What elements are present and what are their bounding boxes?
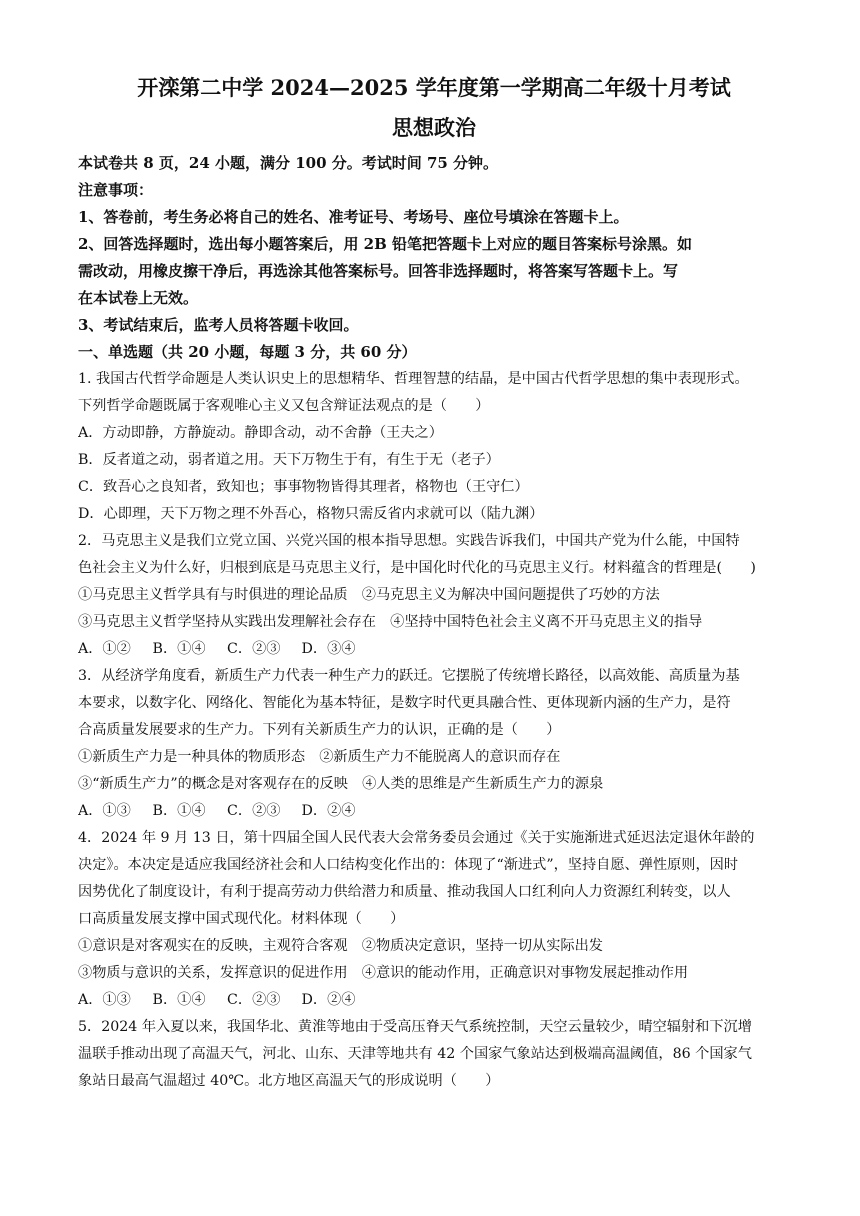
question-4-option-c: C．②③: [227, 992, 281, 1008]
exam-summary: 本试卷共 8 页，24 小题，满分 100 分。考试时间 75 分钟。: [78, 154, 499, 172]
notice-heading: 注意事项：: [78, 181, 154, 199]
question-1-stem-line-1: 1. 我国古代哲学命题是人类认识史上的思想精华、哲理智慧的结晶，是中国古代哲学思想的集中表现形式。: [78, 371, 749, 387]
question-4-stem-line-3: 因势优化了制度设计，有利于提高劳动力供给潜力和质量、推动我国人口红利向人力资源红利转变，以人: [78, 884, 731, 900]
question-3-options: [78, 798, 790, 825]
question-2-items-3-4: ③马克思主义哲学坚持从实践出发理解社会存在 ④坚持中国特色社会主义离不开马克思主义的指导: [78, 614, 703, 630]
question-4-options: [78, 987, 790, 1014]
question-5-stem-line-1: 5．2024 年入夏以来，我国华北、黄淮等地由于受高压脊天气系统控制，天空云量较少，晴空辐射和下沉增: [78, 1019, 752, 1035]
question-3-stem-line-1: 3．从经济学角度看，新质生产力代表一种生产力的跃迁。它摆脱了传统增长路径，以高效能、高质量为基: [78, 668, 740, 684]
question-5-stem-line-2: 温联手推动出现了高温天气，河北、山东、天津等地共有 42 个国家气象站达到极端高温阈值，86 个国家气: [78, 1046, 752, 1062]
question-2-option-b: B．①④: [152, 641, 206, 657]
exam-page: [78, 70, 790, 1095]
question-4-items-1-2: ①意识是对客观实在的反映，主观符合客观 ②物质决定意识，坚持一切从实际出发: [78, 938, 603, 954]
question-2-option-d: D．③④: [301, 641, 356, 657]
question-3-items-3-4: ③“新质生产力”的概念是对客观存在的反映 ④人类的思维是产生新质生产力的源泉: [78, 776, 604, 792]
question-1-option-d: D．心即理，天下万物之理不外吾心，格物只需反省内求就可以（陆九渊）: [78, 506, 544, 522]
question-4-stem-line-1: 4．2024 年 9 月 13 日，第十四届全国人民代表大会常务委员会通过《关于实施渐进式延迟法定退休年龄的: [78, 830, 755, 846]
question-3-items-1-2: ①新质生产力是一种具体的物质形态 ②新质生产力不能脱离人的意识而存在: [78, 749, 561, 765]
question-3-stem-line-3: 合高质量发展要求的生产力。下列有关新质生产力的认识，正确的是（ ）: [78, 722, 561, 738]
notice-item-2-line-1: 2、回答选择题时，选出每小题答案后，用 2B 铅笔把答题卡上对应的题目答案标号涂黑。如: [78, 235, 693, 253]
exam-subject: 思想政治: [392, 115, 476, 140]
question-4-items-3-4: ③物质与意识的关系，发挥意识的促进作用 ④意识的能动作用，正确意识对事物发展起推动作用: [78, 965, 689, 981]
question-2-option-c: C．②③: [227, 641, 281, 657]
question-2-items-1-2: ①马克思主义哲学具有与时俱进的理论品质 ②马克思主义为解决中国问题提供了巧妙的方法: [78, 587, 660, 603]
question-3-stem-line-2: 本要求，以数字化、网络化、智能化为基本特征，是数字时代更具融合性、更体现新内涵的生产力，是符: [78, 695, 731, 711]
question-1-option-c: C．致吾心之良知者，致知也；事事物物皆得其理者，格物也（王守仁）: [78, 479, 529, 495]
section-heading: 一、单选题（共 20 小题，每题 3 分，共 60 分）: [78, 343, 417, 361]
question-2-option-a: A．①②: [78, 641, 131, 657]
question-4-option-b: B．①④: [152, 992, 206, 1008]
question-3-option-d: D．②④: [301, 803, 356, 819]
exam-title: 开滦第二中学 2024—2025 学年度第一学期高二年级十月考试: [137, 75, 731, 100]
question-3-option-b: B．①④: [152, 803, 206, 819]
question-4-stem-line-4: 口高质量发展支撑中国式现代化。材料体现（ ）: [78, 911, 405, 927]
notice-item-2-line-2: 需改动，用橡皮擦干净后，再选涂其他答案标号。回答非选择题时，将答案写答题卡上。写: [78, 262, 679, 280]
question-3-option-a: A．①③: [78, 803, 131, 819]
question-3-option-c: C．②③: [227, 803, 281, 819]
notice-item-1: 1、答卷前，考生务必将自己的姓名、准考证号、考场号、座位号填涂在答题卡上。: [78, 208, 629, 226]
question-4-stem-line-2: 决定》。本决定是适应我国经济社会和人口结构变化作出的：体现了“渐进式”，坚持自愿、弹性原则，因时: [78, 857, 739, 873]
notice-item-3: 3、考试结束后，监考人员将答题卡收回。: [78, 316, 359, 334]
question-1-option-a: A．方动即静，方静旋动。静即含动，动不舍静（王夫之）: [78, 425, 443, 441]
question-4-option-d: D．②④: [301, 992, 356, 1008]
question-2-stem-line-2: 色社会主义为什么好，归根到底是马克思主义行，是中国化时代化的马克思主义行。材料蕴含的哲理是( ): [78, 560, 756, 576]
question-4-option-a: A．①③: [78, 992, 131, 1008]
question-2-stem-line-1: 2．马克思主义是我们立党立国、兴党兴国的根本指导思想。实践告诉我们，中国共产党为什么能，中国特: [78, 533, 740, 549]
question-5-stem-line-3: 象站日最高气温超过 40℃。北方地区高温天气的形成说明（ ）: [78, 1073, 500, 1089]
question-1-stem-line-2: 下列哲学命题既属于客观唯心主义又包含辩证法观点的是（ ）: [78, 398, 490, 414]
question-2-options: [78, 636, 790, 663]
question-1-option-b: B．反者道之动，弱者道之用。天下万物生于有，有生于无（老子）: [78, 452, 500, 468]
notice-item-2-line-3: 在本试卷上无效。: [78, 289, 199, 307]
